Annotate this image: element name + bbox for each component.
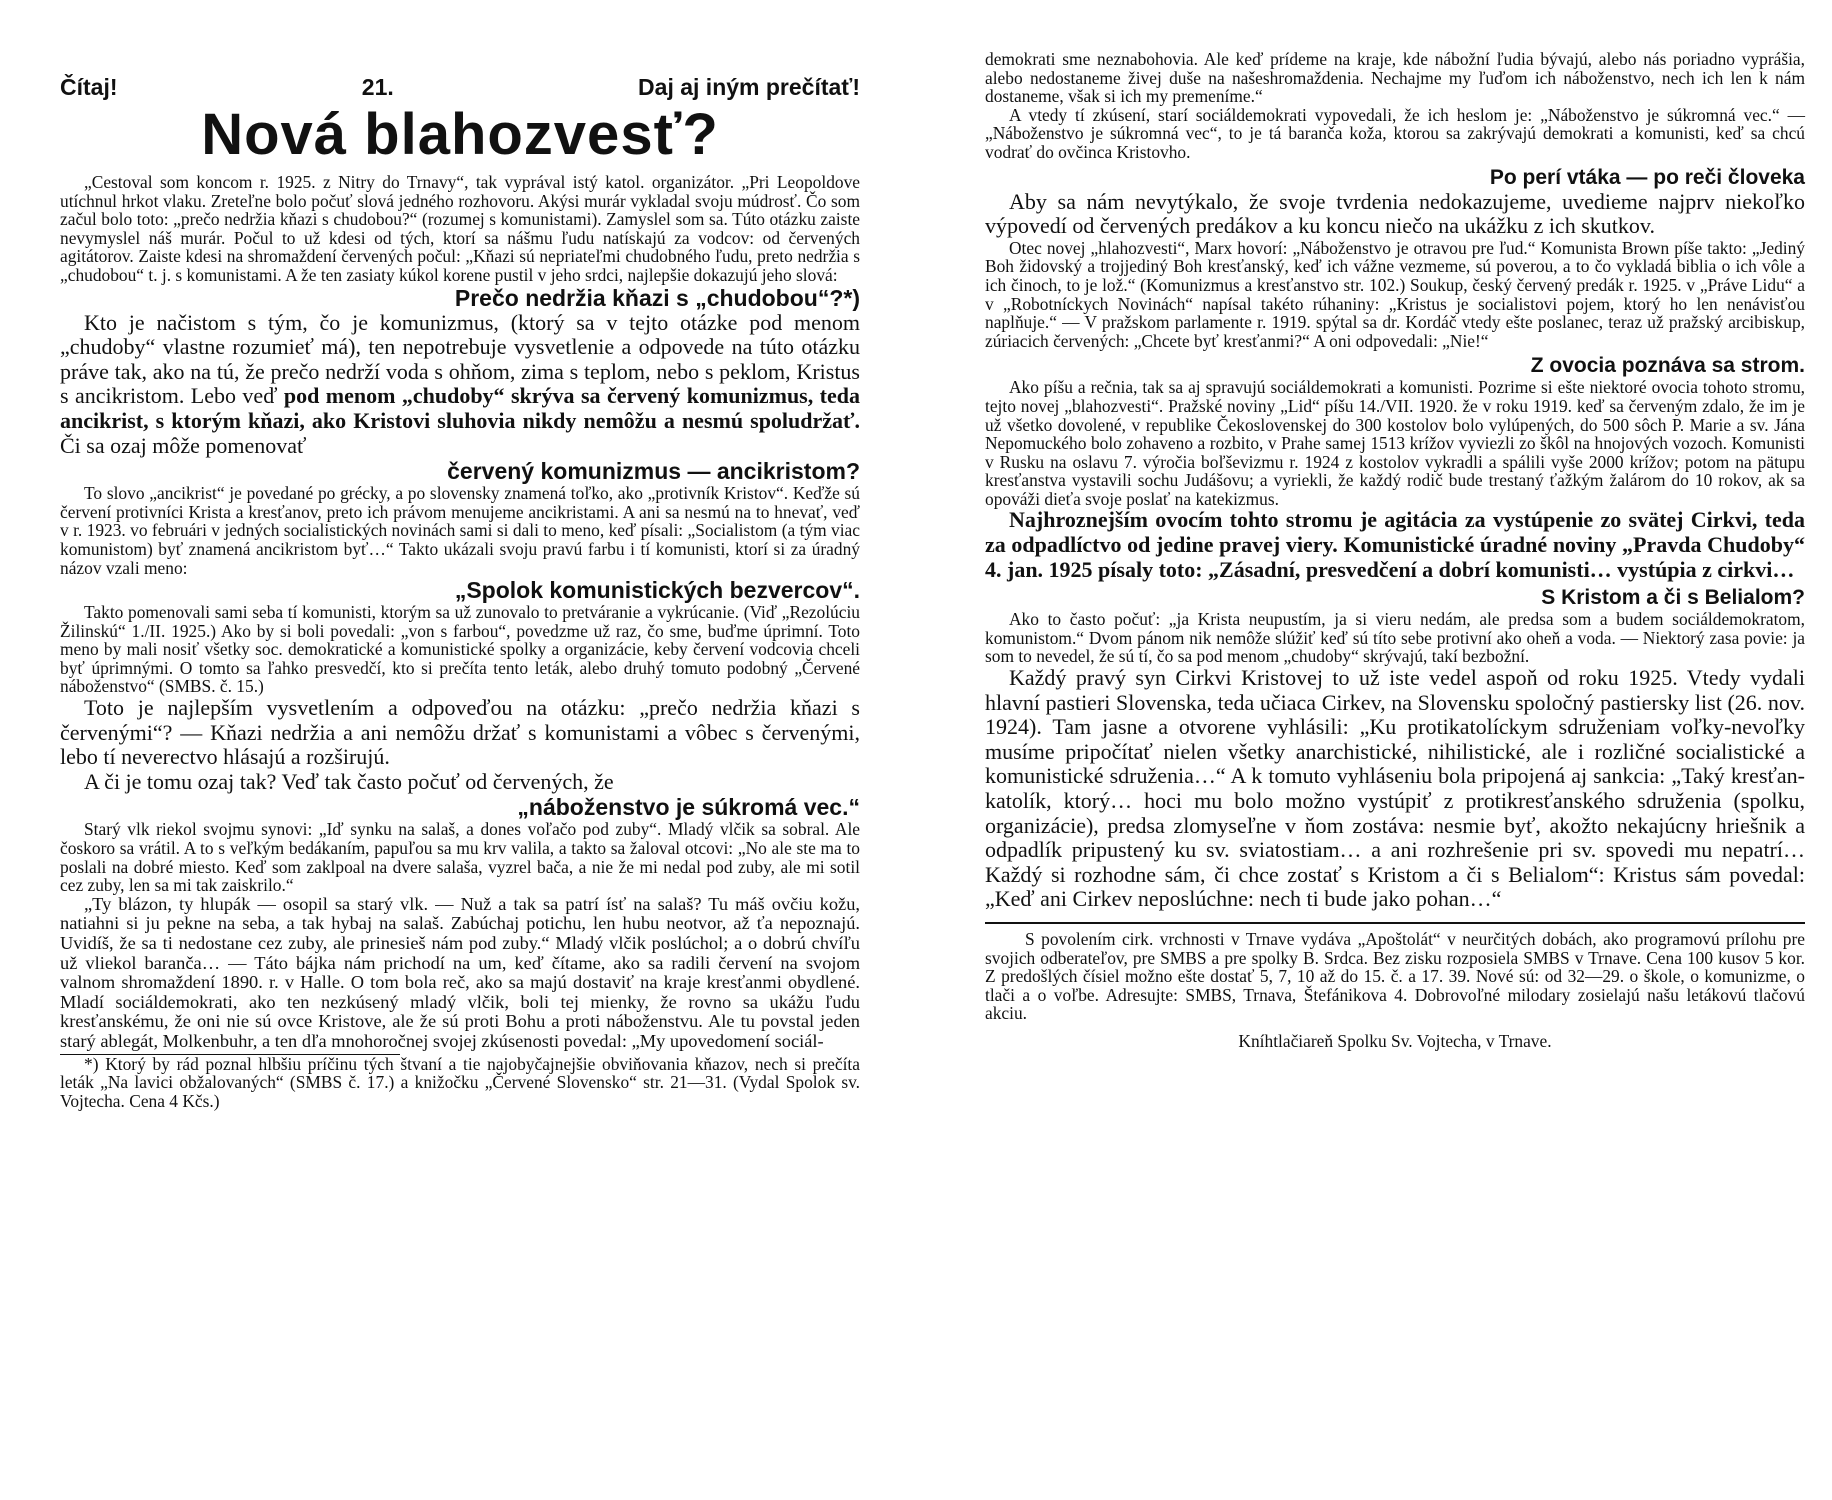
section-heading-reci: Po perí vtáka — po reči človeka [1489, 165, 1805, 189]
paragraph-chudoba-bold: pod menom „chudoby“ skrýva sa červený komunizmus, teda ancikrist, s ktorým kňazi, ako Kristovi sluhovia nikdy nemôžu a nesmú spoludržať. [60, 383, 860, 433]
paragraph-ovocie: Ako píšu a rečnia, tak sa aj spravujú sociáldemokrati a komunisti. Pozrime si ešte niektoré ovocia tohoto stromu, tejto novej „blahozvesti“. Pražské noviny „Lid“ píšu 14./VII. 1920. že v roku 1919. keď sa červeným zdalo, že im je už všetko dovolené, v republike Čekoslovenskej do 300 kostolov bolo vylúpených, do 500 sôch P. Marie a sv. Jána Nepomuckého bolo zohaveno a rozbito, v Prahe samej 1513 krížov vyviezli zo škôl na hnojových vozoch. Komunisti v Rusku na oslavu 7. výročia boľševizmu r. 1924 z kostolov vykradli a spálili vyše 2000 krížov; potom na pätupu kresťanstva vystavili sochu Judášovu; a vyriekli, že každý rodič bude trestaný ťažkým žalárom do 10 rokov, ak sa opováži dieťa svoje poslať na katekizmus. [985, 377, 1805, 509]
page-title: Nová blahozvesť? [201, 102, 719, 167]
page-header [60, 74, 860, 101]
paragraph-spolok: Takto pomenovali sami seba tí komunisti, ktorým sa už zunovalo to pretváranie a vykrúcanie. (Viď „Rezolúciu Žilinskú“ 1./II. 1925.) Ako by si boli povedali: „von s farbou“, povedzme už raz, čo sme, buďme úprimní. Toto meno by mali nosiť všetky soc. demokratické a komunistické spolky a organizácie, keby červení vodcovia chceli byť úprimnými. O tomto sa ľahko presvedčí, kto si prečíta tento leták, alebo druhý tomuto podobný „Červené náboženstvo“ (SMBS. č. 15.) [60, 602, 860, 697]
paragraph-heslo: A vtedy tí zkúsení, starí sociáldemokrati vypovedali, že ich heslom je: „Náboženstvo je súkromná vec.“ — „Náboženstvo je súkromná vec“, to je tá baranča koža, ktorou sa zakrývajú demokrati a komunisti, keď sa chcú vodrať do ovčinca Kristovho. [985, 104, 1805, 162]
left-column [60, 0, 860, 1110]
header-left: Čítaj! [60, 74, 118, 100]
paragraph-pastiersky-list: Každý pravý syn Cirkvi Kristovej to už iste vedel aspoň od roku 1925. Vtedy vydali hlavní pastieri Slovenska, teda učiaca Cirkev, na Slovensku spoločný pastiersky list (26. nov. 1924). Tam jasne a otvorene vyhlásili: „Ku protikatolíckym sdruženiam voľky-nevoľky musíme pripočítať nielen všetky anarchistické, nihilistické, ale i rozličné socialistické a komunistické sdruženia…“ A k tomuto vyhláseniu bola pripojená aj sankcia: „Taký kresťan-katolík, ktorý… hoci mu bolo možno vystúpiť z protikresťanského sdruženia (spolku, organizácie), predsa zlomyseľne v ňom zostáva: nesmie byť, akožto nekajúcny hriešnik a odpadlík pripustený ku sv. sviatostiam… a ani rozhrešenie pri sv. spovedi mu nepatrí… Každý si rozhodne sám, či chce zostať s Kristom a či s Belialom“: Kristus sám povedal: „Keď ani Cirkev neposlúchne: nech ti bude jako pohan…“ [985, 665, 1805, 912]
section-heading-belial: S Kristom a či s Belialom? [1541, 586, 1805, 610]
paragraph-continuation: demokrati sme neznabohovia. Ale keď prídeme na kraje, kde nábožní ľudia bývajú, alebo nás poriadno vyprášia, alebo nedostaneme živej duše na našeshromaždenia. Nechajme my ľuďom ich náboženstvo, nech ich len k nám dostaneme, však si ich my premeníme.“ [985, 49, 1805, 107]
paragraph-chudoba-end: Či sa ozaj môže pomenovať [60, 432, 307, 458]
paragraph-reci-intro: Aby sa nám nevytýkalo, že svoje tvrdenia nedokazujeme, uvedieme najprv niekoľko výpovedí od červených predákov a ku koncu niečo na ukážku z ich skutkov. [985, 188, 1805, 239]
paragraph-fable-continued: „Ty blázon, ty hlupák — osopil sa starý vlk. — Nuž a tak sa patrí ísť na salaš? Tu máš ovčiu kožu, natiahni si ju pekne na seba, a tak hybaj na salaš. Zabúchaj potichu, len hubu neotvor, až ťa nepoznajú. Uvidíš, že sa ti nedostane cez zuby, ale prinesieš nám pod zuby.“ Mladý vlčik poslúchol; a o dobrú chvíľu už vliekol baranča… — Táto bájka nám prichodí na um, keď čítame, ako sa radili červení na svojom valnom shromaždení 1890. r. v Halle. O tom bola reč, ako sa majú dostaviť na kraje kresťanmi obydlené. Mladí sociáldemokrati, ako ten nezkúsený mladý vlčik, boli tej mienky, že rovno sa ukážu ľudu kresťanskému, že oni nie sú ovce Kristove, ale že sú proti Bohu a proti náboženstvu. Ale tu povstal jeden starý ablegát, Molkenbuhr, a ten dľa mnohoročnej svojej zkúsenosti povedal: „My upovedomení sociál- [60, 893, 860, 1051]
section-heading-ancikrist: červený komunizmus — ancikristom? [447, 458, 860, 485]
paragraph-question: A či je tomu ozaj tak? Veď tak často počuť od červených, že [84, 768, 614, 794]
section-heading-ovocie: Z ovocia poznáva sa strom. [1530, 354, 1805, 378]
imprint-rule [985, 922, 1805, 924]
paragraph-belial: Ako to často počuť: „ja Krista neupustím, ja si vieru nedám, ale predsa som a budem sociáldemokratom, komunistom.“ Dvom pánom nik nemôže slúžiť keď sú títo sebe protivní ako oheň a voda. — Niektorý zasa povie: ja som to nevedel, že sú tí, čo sa pod menom „chudoby“ skrývajú, takí bezbožní. [985, 609, 1805, 667]
paragraph-ancikrist: To slovo „ancikrist“ je povedané po grécky, a po slovensky znamená toľko, ako „protivník Kristov“. Keďže sú červení protivníci Krista a kresťanov, preto ich právom menujeme ancikristami. A ani sa nesmú na to hnevať, veď v r. 1923. vo februári v jedných socialistických novinách sami si dali to meno, keď písali: „Socialistom (a tým viac komunistom) byť znamená ancikristom byť…“ Takto ukázali svoju pravú farbu i tí komunisti, ktorí si za úradný názov vzali meno: [60, 483, 860, 578]
right-column [985, 0, 1805, 1051]
page-number: 21. [361, 74, 394, 100]
footnote: *) Ktorý by rád poznal hlbšiu príčinu tých štvaní a tie najobyčajnejšie obviňovania kňazov, nech si prečíta leták „Na lavici obžalovaných“ (SMBS č. 17.) a knižočku „Červené Slovensko“ str. 21—31. (Vydal Spolok sv. Vojtecha. Cena 4 Kčs.) [60, 1053, 860, 1111]
section-heading-chudoba: Prečo nedržia kňazi s „chudobou“?*) [454, 284, 860, 311]
paragraph-citations: Otec novej „hlahozvesti“, Marx hovorí: „Náboženstvo je otravou pre ľud.“ Komunista Brown píše takto: „Jediný Boh židovský a trojjediný Boh kresťanský, keď ich vážne vezmeme, sú poverou, a to čo vykladá biblia o ich vôle a ich činoch, to je lož.“ (Komunizmus a kresťanstvo str. 102.) Soukup, český červený predák r. 1925. v „Práve Lidu“ a v „Robotníckych Novinách“ napísal takéto rúhaniny: „Kristus je socialistovi pojem, ktorý ho len nenávisťou naplňuje.“ — V pražskom parlamente r. 1919. spýtal sa dr. Kordáč vtedy ešte poslanec, teraz už pražský arcibiskup, zúriacich červených: „Chcete byť kresťanmi?“ A oni odpovedali: „Nie!“ [985, 237, 1805, 351]
header-right: Daj aj iným prečítať! [638, 74, 860, 100]
section-heading-nabozenstvo: „náboženstvo je súkromá vec.“ [517, 794, 860, 821]
paragraph-fable: Starý vlk riekol svojmu synovi: „Iď synku na salaš, a dones voľačo pod zuby“. Mladý vlčik sa sobral. Ale čoskoro sa vrátil. A to s veľkým bedákaním, papuľou sa mu krv valila, a takto sa žaloval otcovi: „No ale ste ma to poslali na dobré miesto. Keď som zaklpoal na dvere salaša, vyzrel bača, a nie že mi nedal pod zuby, ale mi sotil cez zuby, len sa mi tak zaiskrilo.“ [60, 819, 860, 896]
paragraph-chudoba [60, 311, 860, 459]
paragraph-chudoba-text: Kto je načistom s tým, čo je komunizmus, (ktorý sa v tejto otázke pod menom „chudoby“ vlastne rozumieť má), ten nepotrebuje vysvetlenie a odpovede na túto otázku práve tak, ako na tú, že prečo nedrží voda s ohňom, zima s teplom, nebo s peklom, Kristus s ancikristom. Lebo veď [60, 309, 860, 409]
printer-line: Kníhtlačiareň Spolku Sv. Vojtecha, v Trnave. [1238, 1030, 1552, 1051]
intro-paragraph: „Cestoval som koncom r. 1925. z Nitry do Trnavy“, tak vyprával istý katol. organizátor. „Pri Leopoldove utíchnul hrkot vlaku. Zreteľne bolo počuť slová jedného rozhovoru. Akýsi murár vykladal svoju múdrosť. Čo som začul bolo toto: „prečo nedržia kňazi s chudobou?“ (rozumej s komunistami). Zamyslel som sa. Túto otázku zaiste nevymyslel náš murár. Počul to už kdesi od tých, ktorí sa nášmu ľudu natískajú za vodcov: od červených agitátorov. Zaiste kdesi na shromaždení červených počul: „Kňazi sú nepriateľmi chudobného ľudu, preto nedržia s „chudobou“ t. j. s komunistami. A že ten zasiaty kúkol korene pustil v jeho srdci, najlepšie dokazujú jeho slová: [60, 172, 860, 285]
paragraph-agitacia: Najhroznejším ovocím tohto stromu je agitácia za vystúpenie zo svätej Cirkvi, teda za odpadlíctvo od jedine pravej viery. Komunistické úradné noviny „Pravda Chudoby“ 4. jan. 1925 písaly toto: „Zásadní, presvedčení a dobrí komunisti… vystúpia z cirkvi… [985, 507, 1805, 582]
paragraph-answer: Toto je najlepším vysvetlením a odpoveďou na otázku: „prečo nedržia kňazi s červenými“? — Kňazi nedržia a ani nemôžu držať s komunistami a vôbec s červenými, lebo tí neverectvo hlásajú a rozširujú. [60, 695, 860, 770]
right-page [905, 0, 1832, 1500]
left-page [0, 0, 905, 1500]
imprint: S povolením cirk. vrchnosti v Trnave vydáva „Apoštolát“ v neurčitých dobách, ako programovú prílohu pre svojich odberateľov, pre SMBS a pre spolky B. Srdca. Bez zisku rozposiela SMBS v Trnave. Cena 100 kusov 5 kor. Z predošlých čísiel možno ešte dostať 5, 7, 10 až do 15. č. a 17. 39. Nové sú: od 32—29. o škole, o komunizme, o tlači a o voľbe. Adresujte: SMBS, Trnava, Štefánikova 4. Dobrovoľné milodary zosielajú našu letákovú tlačovú akciu. [985, 928, 1805, 1024]
section-heading-spolok: „Spolok komunistických bezvercov“. [454, 577, 860, 604]
